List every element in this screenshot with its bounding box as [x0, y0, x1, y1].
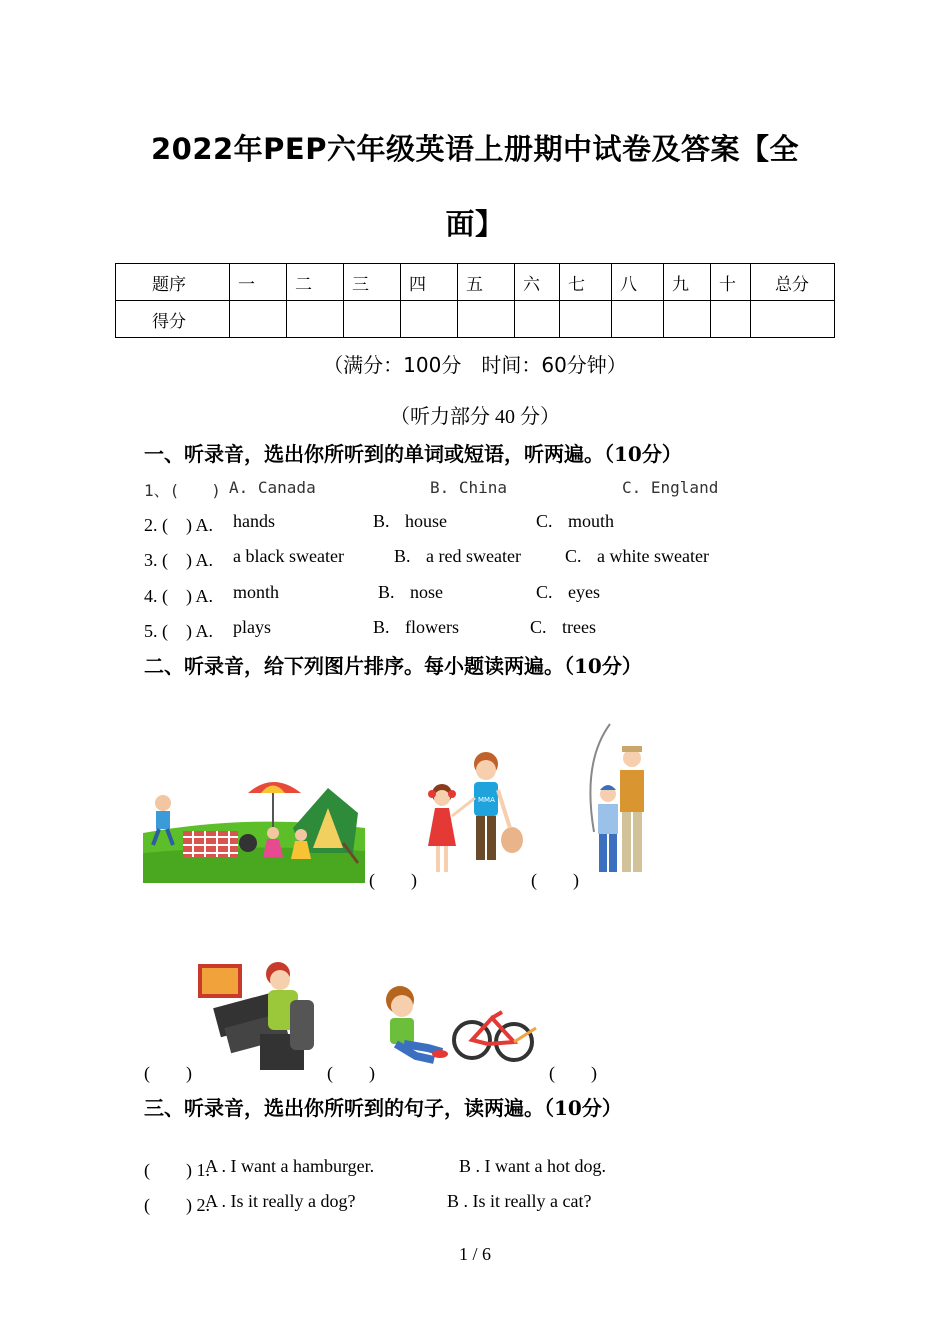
cell-10: 十 [711, 264, 751, 301]
q4-option-c: eyes [568, 582, 600, 602]
q1-option-c: C. England [622, 478, 719, 497]
picnic-picture [143, 773, 365, 883]
q4-label-b: B. [378, 582, 395, 602]
q2-option-c: mouth [568, 511, 615, 531]
q2-number: 2. ( ) A. [144, 515, 213, 535]
q4-label-c: C. [536, 582, 553, 602]
page-number: 1 / 6 [458, 1244, 491, 1264]
score-input-cell[interactable] [664, 301, 711, 338]
cell-5: 五 [458, 264, 515, 301]
score-input-cell[interactable] [515, 301, 560, 338]
score-input-cell[interactable] [401, 301, 458, 338]
score-input-cell[interactable] [344, 301, 401, 338]
cell-3: 三 [344, 264, 401, 301]
q1-option-a: A. Canada [229, 478, 316, 497]
score-input-cell[interactable] [711, 301, 751, 338]
page-title: 2022年PEP六年级英语上册期中试卷及答案【全 [150, 132, 800, 166]
q5-label-c: C. [530, 617, 547, 637]
cell-2: 二 [287, 264, 344, 301]
q2-option-a: hands [233, 511, 275, 531]
q2-option-b: house [405, 511, 447, 531]
cell-9: 九 [664, 264, 711, 301]
answer-paren-2[interactable]: ( ) [531, 870, 579, 890]
q5-option-b: flowers [405, 617, 459, 637]
s3-q1-number: ( ) 1. [144, 1160, 210, 1180]
score-input-cell[interactable] [287, 301, 344, 338]
score-table-score-row [116, 301, 835, 338]
cell-6: 六 [515, 264, 560, 301]
q1-option-b: B. China [430, 478, 508, 497]
s3-q2-number: ( ) 2. [144, 1195, 210, 1215]
shirt-text: MMA [478, 796, 495, 804]
s3-q2-option-a: A . Is it really a dog? [205, 1191, 356, 1211]
q3-label-b: B. [394, 546, 411, 566]
cell-total: 总分 [751, 264, 835, 301]
q5-option-c: trees [562, 617, 596, 637]
exam-info: （满分：100分 时间：60分钟） [323, 353, 627, 377]
answer-paren-5[interactable]: ( ) [549, 1063, 597, 1083]
q5-label-b: B. [373, 617, 390, 637]
q2-label-b: B. [373, 511, 390, 531]
score-input-cell[interactable] [751, 301, 835, 338]
score-input-cell[interactable] [560, 301, 612, 338]
score-input-cell[interactable] [230, 301, 287, 338]
section2-title: 二、听录音，给下列图片排序。每小题读两遍。（10分） [144, 654, 642, 678]
q4-number: 4. ( ) A. [144, 586, 213, 606]
score-input-cell[interactable] [612, 301, 664, 338]
cinema-picture [196, 960, 320, 1072]
cell-7: 七 [560, 264, 612, 301]
q3-number: 3. ( ) A. [144, 550, 213, 570]
cell-1: 一 [230, 264, 287, 301]
score-table [115, 263, 835, 338]
q3-option-a: a black sweater [233, 546, 344, 566]
q2-label-c: C. [536, 511, 553, 531]
answer-paren-3[interactable]: ( ) [144, 1063, 192, 1083]
s3-q2-option-b: B . Is it really a cat? [447, 1191, 592, 1211]
q1-number: 1、( ) [144, 481, 221, 500]
q5-number: 5. ( ) A. [144, 621, 213, 641]
cell-8: 八 [612, 264, 664, 301]
answer-paren-4[interactable]: ( ) [327, 1063, 375, 1083]
q5-option-a: plays [233, 617, 271, 637]
q4-option-a: month [233, 582, 280, 602]
boy-and-bike-picture [376, 982, 548, 1072]
s3-q1-option-a: A . I want a hamburger. [205, 1156, 375, 1176]
cell-score-label: 得分 [116, 301, 230, 338]
score-table-header-row [116, 264, 835, 301]
s3-q1-option-b: B . I want a hot dog. [459, 1156, 606, 1176]
page-title-cont: 面】 [445, 207, 505, 241]
cell-label: 题序 [116, 264, 230, 301]
score-input-cell[interactable] [458, 301, 515, 338]
section1-title: 一、听录音，选出你所听到的单词或短语，听两遍。（10分） [144, 442, 682, 466]
cell-4: 四 [401, 264, 458, 301]
fishing-picture [580, 722, 660, 880]
listening-header: （听力部分 40 分） [390, 406, 560, 428]
section3-title: 三、听录音，选出你所听到的句子，读两遍。（10分） [144, 1096, 622, 1120]
answer-paren-1[interactable]: ( ) [369, 870, 417, 890]
q3-option-c: a white sweater [597, 546, 709, 566]
girl-and-father-picture [420, 750, 530, 882]
q3-option-b: a red sweater [426, 546, 521, 566]
q4-option-b: nose [410, 582, 443, 602]
q3-label-c: C. [565, 546, 582, 566]
